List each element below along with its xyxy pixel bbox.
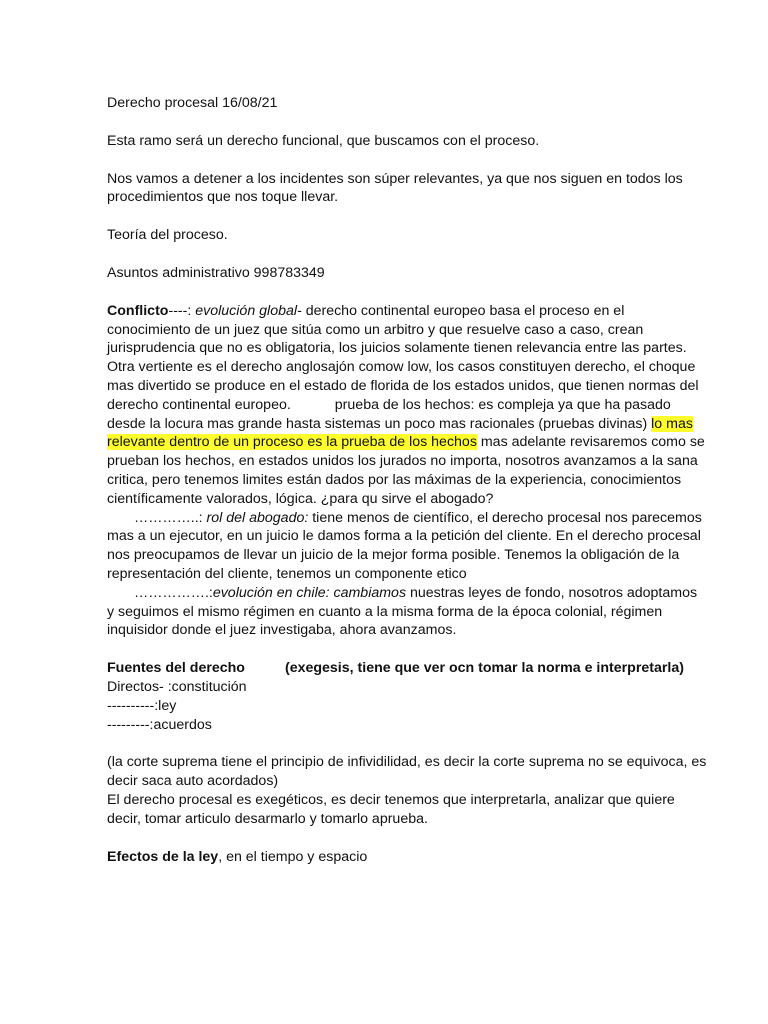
evolucion-italic: evolución en chile: cambiamos [212,584,407,601]
highlighted-text: lo mas relevante dentro de un proceso es la prueba de los hechos [107,415,693,451]
paragraph-evolucion [107,584,708,640]
paragraph-exegeticos: El derecho procesal es exegéticos, es decir tenemos que interpretarla, analizar que quiere decir, tomar articulo desarmarlo y tomarlo aprueba. [107,791,675,827]
document-title: Derecho procesal 16/08/21 [107,95,278,111]
conflicto-text-2: prueba de los hechos: es compleja ya que ha pasado desde la locura mas grande hasta sistemas un poco mas racionales (pruebas divinas) [107,396,671,432]
paragraph-conflicto [107,302,708,509]
paragraph-corte-suprema: (la corte suprema tiene el principio de infividilidad, es decir la corte suprema no se equivoca, es decir saca auto acordados) [107,754,707,790]
fuentes-heading [107,659,708,678]
fuentes-item: Directos- :constitución [107,678,247,695]
rol-italic: rol del abogado: [206,509,309,526]
paragraph-ramo: Esta ramo será un derecho funcional, que buscamos con el proceso. [107,132,540,149]
efectos-text: , en el tiempo y espacio [218,848,368,865]
conflicto-label: Conflicto [107,302,169,319]
fuentes-label: Fuentes del derecho [107,660,245,677]
fuentes-item: ----------:ley [107,697,177,714]
conflicto-text-1: derecho continental europeo basa el proceso en el conocimiento de un juez que sitúa como un arbitro y que resuelve caso a caso, crean jurisprudencia que no es obligatoria, los juicios solamente tienen relevancia entre las partes. Otra vertiente es el derecho anglosajón comow low, los casos constituyen derecho, el choque mas divertido se produce en el estado de florida de los estados unidos, que tienen normas del derecho continental europeo. [107,302,699,413]
conflicto-italic: evolución global- [195,302,302,319]
efectos-label: Efectos de la ley [107,848,219,865]
rol-text: tiene menos de científico, el derecho procesal nos parecemos mas a un ejecutor, en un juicio le damos forma a la petición del cliente. En el derecho procesal nos preocupamos de llevar un juicio de la mejor forma posible. Tenemos la obligación de la representación del cliente, tenemos un componente etico [107,509,702,582]
fuentes-note: (exegesis, tiene que ver ocn tomar la norma e interpretarla) [284,660,684,677]
evolucion-text: nuestras leyes de fondo, nosotros adoptamos y seguimos el mismo régimen en cuanto a la misma forma de la época colonial, régimen inquisidor donde el juez investigaba, ahora avanzamos. [107,584,698,639]
paragraph-efectos [107,848,708,867]
paragraph-teoria: Teoría del proceso. [107,227,228,244]
conflicto-text-3: mas adelante revisaremos como se prueban los hechos, en estados unidos los jurados no importa, nosotros avanzamos a la sana critica, pero tenemos limites están dados por las máximas de la experiencia, conocimientos científicamente valorados, lógica. ¿para qu sirve el abogado? [107,434,705,507]
fuentes-item: ---------:acuerdos [107,716,212,733]
evolucion-dots: …………….: [134,584,213,601]
conflicto-dashes: ----: [168,302,196,319]
rol-dots: …………..: [134,509,207,526]
paragraph-asuntos: Asuntos administrativo 998783349 [107,264,325,281]
paragraph-incidentes: Nos vamos a detener a los incidentes son súper relevantes, ya que nos siguen en todos los procedimientos que nos toque llevar. [107,170,683,206]
paragraph-rol [107,509,708,584]
